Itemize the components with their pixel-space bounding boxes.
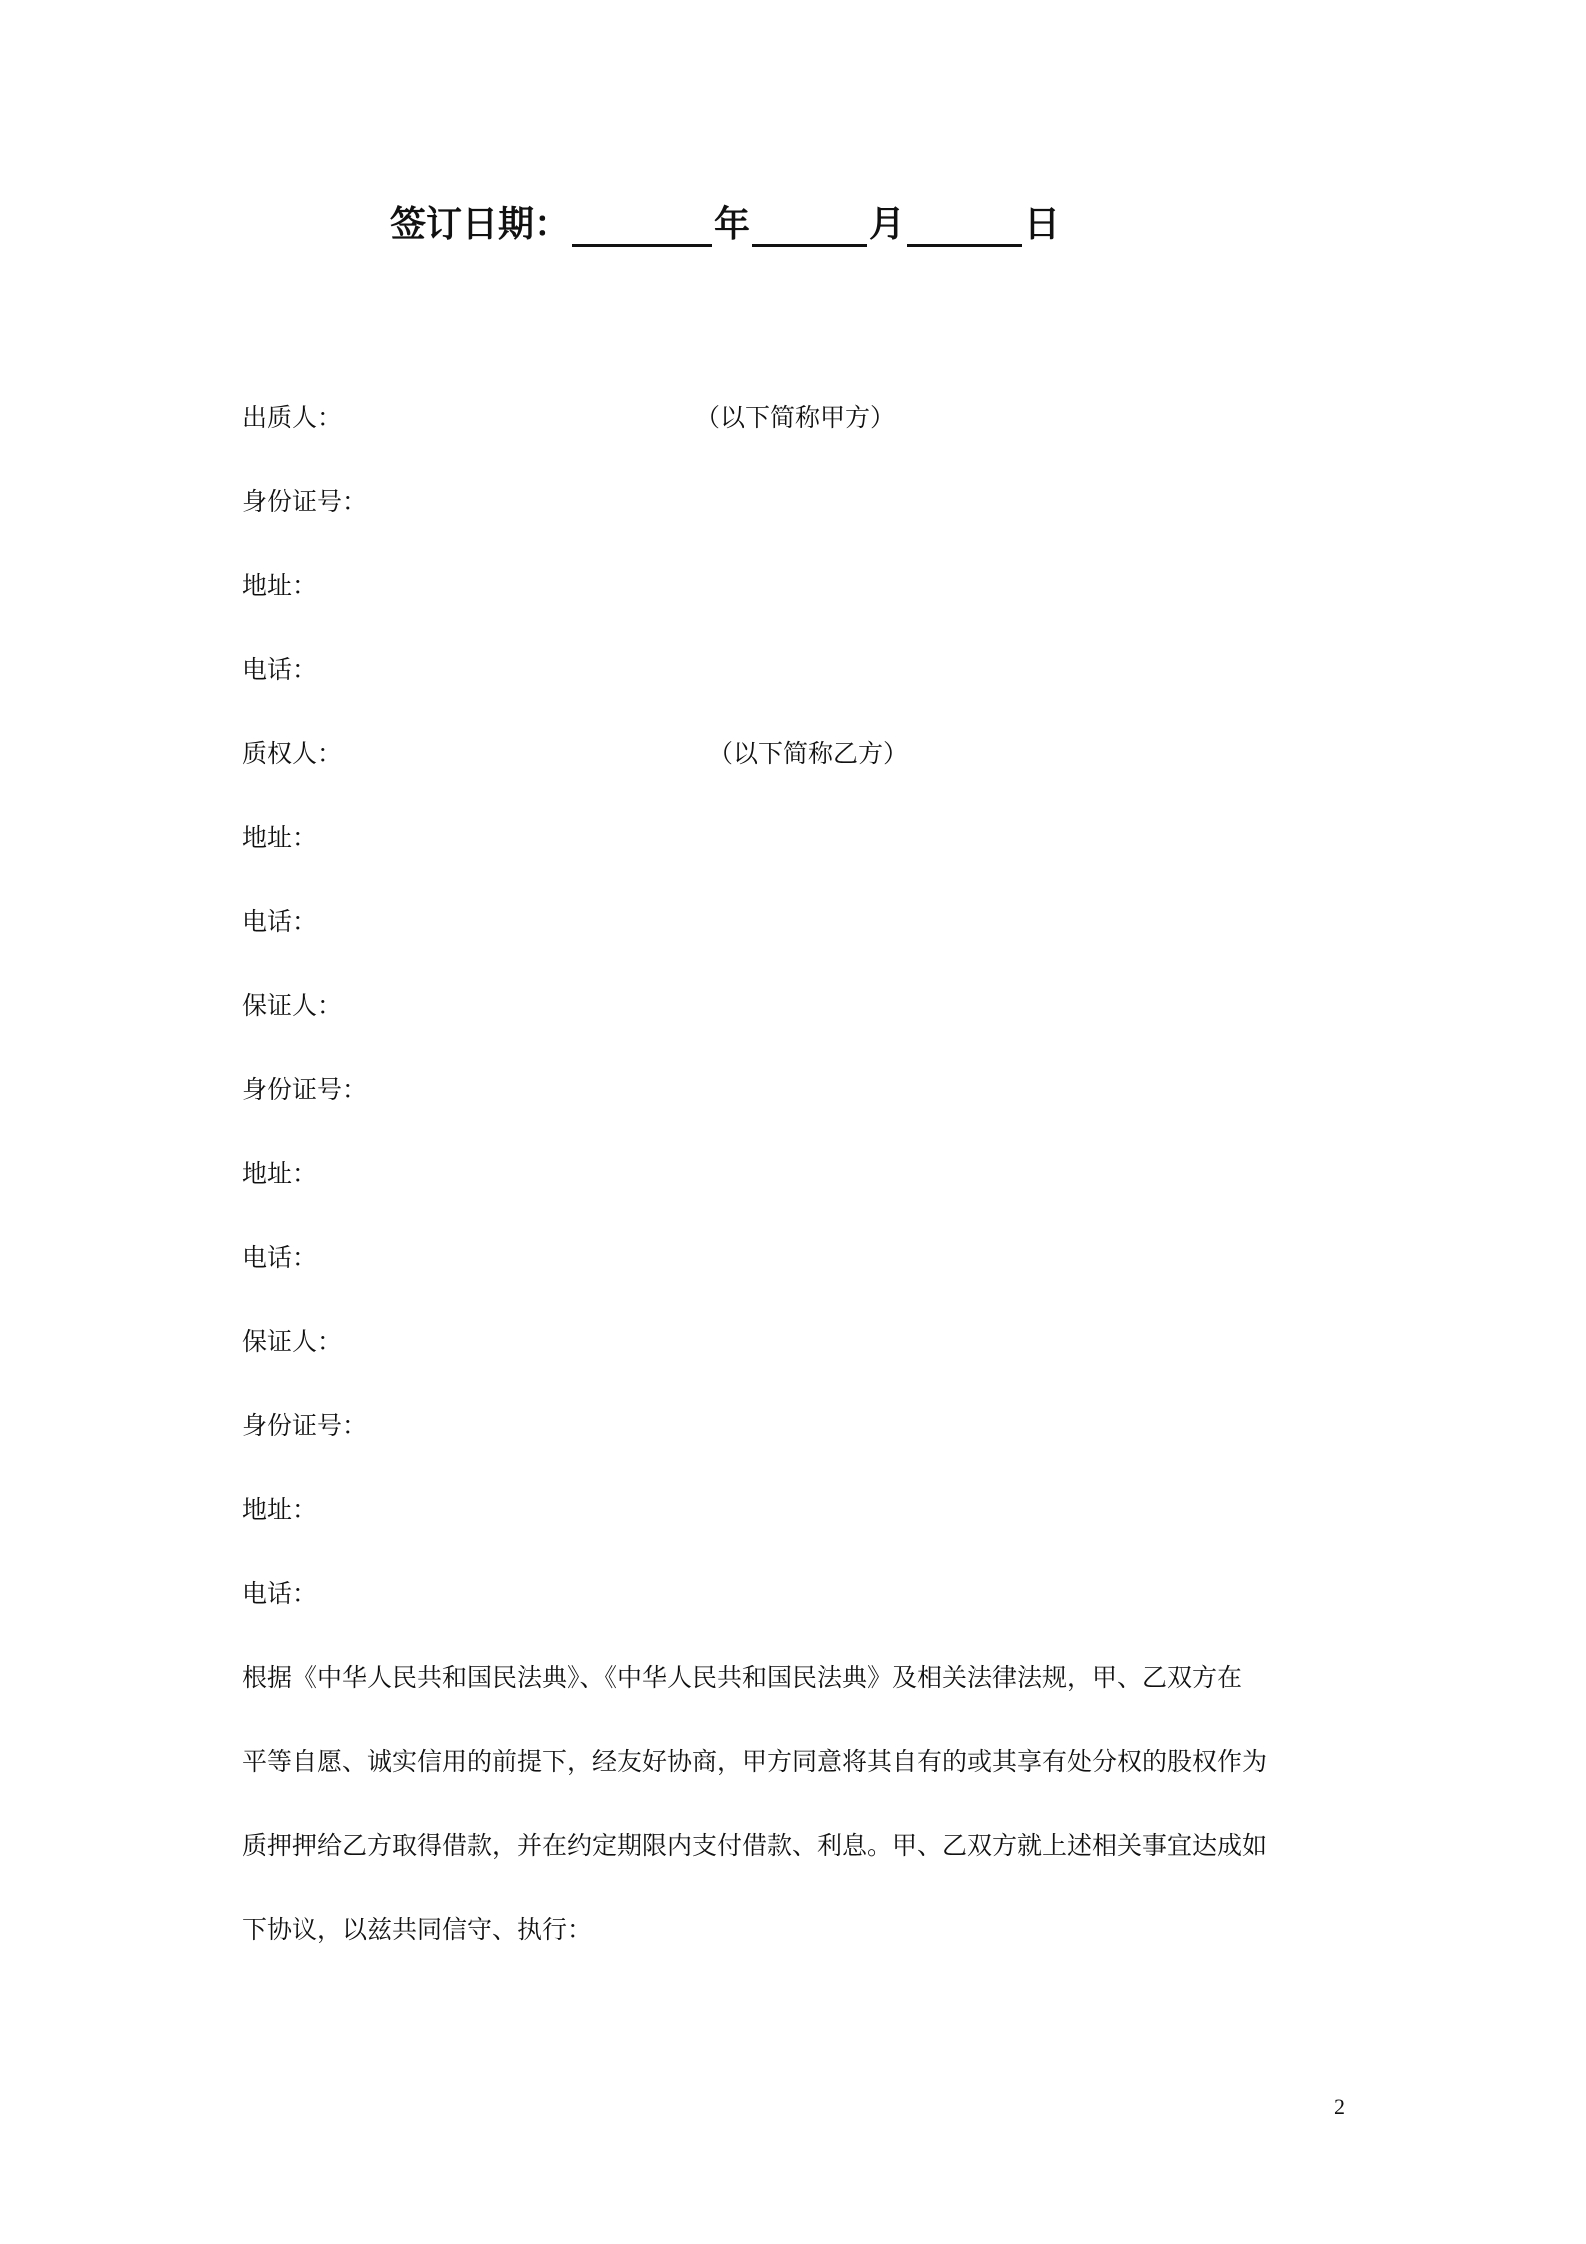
guarantor-1-id-label: 身份证号： <box>242 1075 368 1104</box>
pledgor-phone-label: 电话： <box>242 655 318 684</box>
guarantor-2-label: 保证人： <box>242 1327 343 1356</box>
preamble-line: 下协议，以兹共同信守、执行： <box>242 1915 593 1944</box>
guarantor-2-address-label: 地址： <box>242 1495 318 1524</box>
pledgor-address-label: 地址： <box>242 571 318 600</box>
day-char: 日 <box>1024 204 1061 245</box>
preamble-line: 平等自愿、诚实信用的前提下，经友好协商，甲方同意将其自有的或其享有处分权的股权作为 <box>242 1747 1268 1776</box>
pledgee-abbrev-note: （以下简称乙方） <box>708 739 909 768</box>
preamble-line: 质押押给乙方取得借款，并在约定期限内支付借款、利息。甲、乙双方就上述相关事宜达成如 <box>242 1831 1268 1860</box>
pledgor-abbrev-note: （以下简称甲方） <box>695 403 896 432</box>
preamble-line: 根据《中华人民共和国民法典》、《中华人民共和国民法典》及相关法律法规，甲、乙双方在 <box>242 1663 1243 1692</box>
year-blank <box>572 206 712 247</box>
guarantor-1-address-label: 地址： <box>242 1159 318 1188</box>
page-number: 2 <box>1334 2094 1345 2119</box>
day-blank <box>907 206 1022 247</box>
guarantor-2-id-label: 身份证号： <box>242 1411 368 1440</box>
pledgor-label: 出质人： <box>242 403 343 432</box>
signing-date-label: 签订日期： <box>390 204 571 245</box>
guarantor-2-phone-label: 电话： <box>242 1579 318 1608</box>
month-blank <box>752 206 867 247</box>
pledgee-address-label: 地址： <box>242 823 318 852</box>
pledgor-id-label: 身份证号： <box>242 487 368 516</box>
guarantor-1-label: 保证人： <box>242 991 343 1020</box>
pledgee-phone-label: 电话： <box>242 907 318 936</box>
year-char: 年 <box>714 204 751 245</box>
pledgee-label: 质权人： <box>242 739 343 768</box>
month-char: 月 <box>869 204 906 245</box>
guarantor-1-phone-label: 电话： <box>242 1243 318 1272</box>
signing-date-line <box>390 196 1060 247</box>
